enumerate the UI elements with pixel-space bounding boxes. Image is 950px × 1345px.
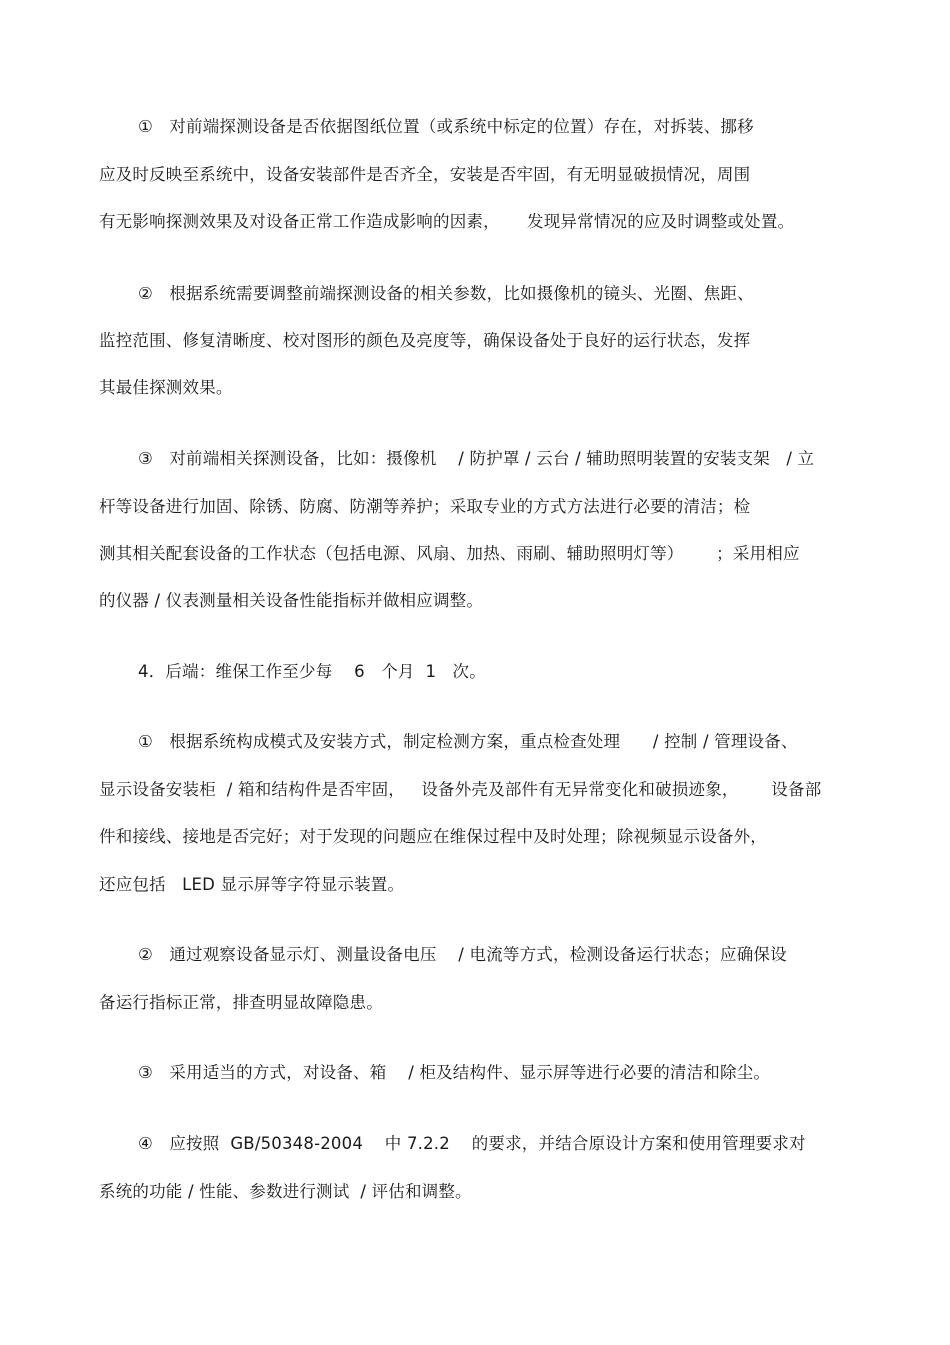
paragraph-3-line-1: ③ 对前端相关探测设备，比如：摄像机 / 防护罩 / 云台 / 辅助照明装置的安装支架 / 立 [138,449,815,468]
paragraph-4-4-line-2: 系统的功能 / 性能、参数进行测试 / 评估和调整。 [99,1182,472,1201]
paragraph-3-line-4: 的仪器 / 仪表测量相关设备性能指标并做相应调整。 [99,591,484,610]
paragraph-3-line-2: 杆等设备进行加固、除锈、防腐、防潮等养护；采取专业的方式方法进行必要的清洁；检 [99,497,751,516]
section-4-heading: 4．后端：维保工作至少每 6 个月 1 次。 [138,662,486,681]
paragraph-4-2-line-2: 备运行指标正常，排查明显故障隐患。 [99,993,383,1012]
paragraph-4-3-line-1: ③ 采用适当的方式，对设备、箱 / 柜及结构件、显示屏等进行必要的清洁和除尘。 [138,1063,771,1082]
paragraph-1-line-1: ① 对前端探测设备是否依据图纸位置（或系统中标定的位置）存在，对拆装、挪移 [138,117,754,136]
paragraph-2-line-3: 其最佳探测效果。 [99,378,233,397]
paragraph-4-1-line-3: 件和接线、接地是否完好；对于发现的问题应在维保过程中及时处理；除视频显示设备外， [99,827,767,846]
paragraph-4-1-line-1: ① 根据系统构成模式及安装方式，制定检测方案，重点检查处理 / 控制 / 管理设备、 [138,732,798,751]
paragraph-2-line-2: 监控范围、修复清晰度、校对图形的颜色及亮度等，确保设备处于良好的运行状态，发挥 [99,331,751,350]
paragraph-4-4-line-1: ④ 应按照 GB/50348-2004 中 7.2.2 的要求，并结合原设计方案和使用管理要求对 [138,1134,806,1153]
paragraph-1-line-3: 有无影响探测效果及对设备正常工作造成影响的因素， 发现异常情况的应及时调整或处置。 [99,212,795,231]
paragraph-2-line-1: ② 根据系统需要调整前端探测设备的相关参数，比如摄像机的镜头、光圈、焦距、 [138,284,754,303]
paragraph-4-1-line-4: 还应包括 LED 显示屏等字符显示装置。 [99,875,405,894]
paragraph-3-line-3: 测其相关配套设备的工作状态（包括电源、风扇、加热、雨刷、辅助照明灯等） ；采用相应 [99,544,800,563]
paragraph-4-1-line-2: 显示设备安装柜 / 箱和结构件是否牢固， 设备外壳及部件有无异常变化和破损迹象， 设备部 [99,780,822,799]
paragraph-4-2-line-1: ② 通过观察设备显示灯、测量设备电压 / 电流等方式，检测设备运行状态；应确保设 [138,945,787,964]
paragraph-1-line-2: 应及时反映至系统中，设备安装部件是否齐全，安装是否牢固，有无明显破损情况，周围 [99,165,751,184]
